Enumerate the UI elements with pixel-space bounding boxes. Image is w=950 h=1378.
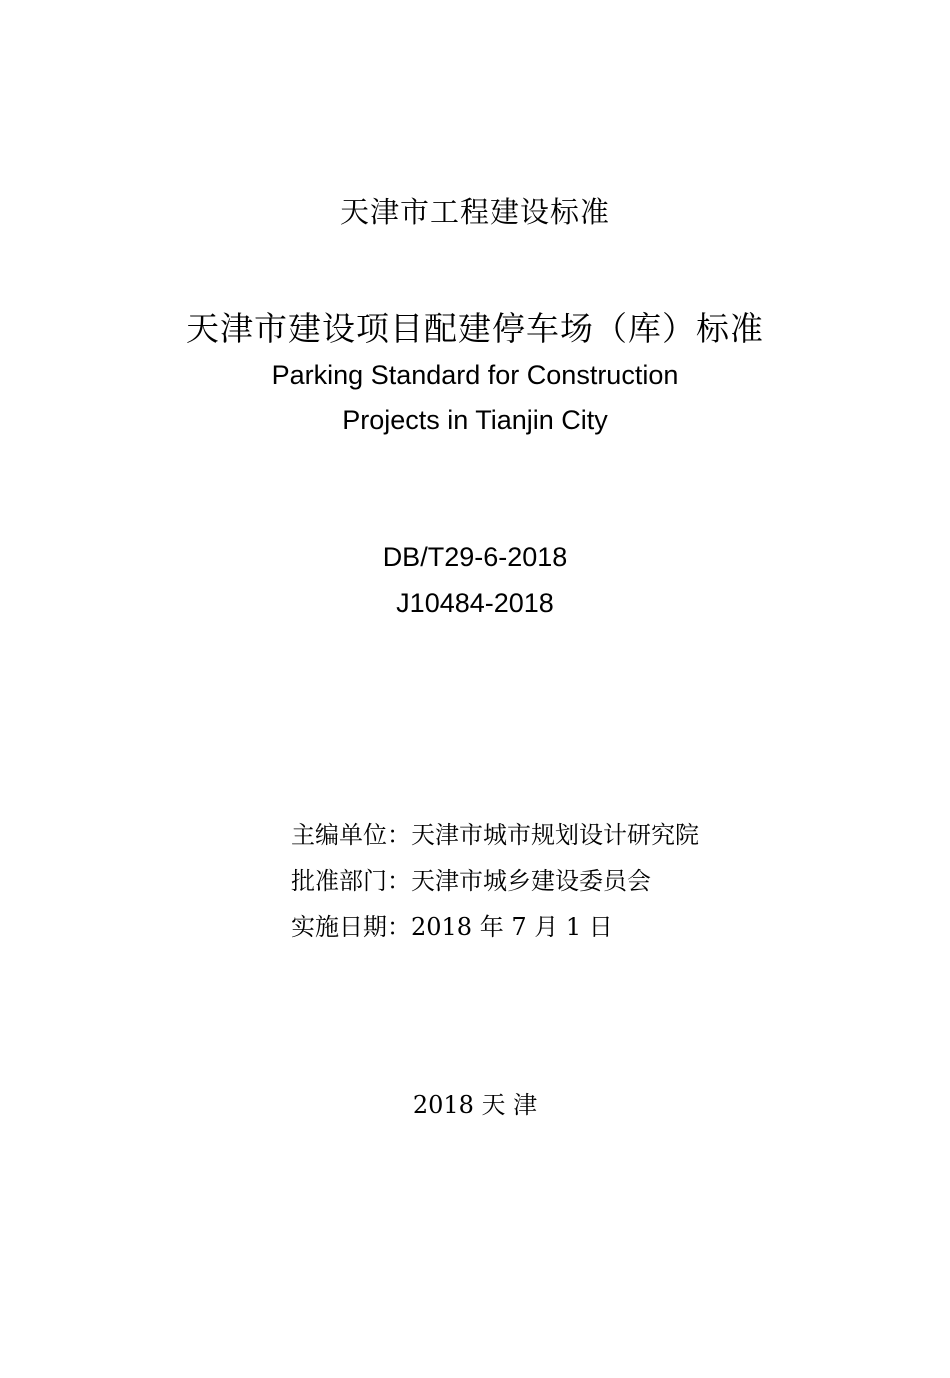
effective-date: 实施日期：2018 年 7 月 1 日 — [291, 913, 613, 941]
standard-code-db: DB/T29-6-2018 — [382, 542, 568, 572]
standard-title-english-line-2: Projects in Tianjin City — [342, 405, 608, 435]
approval-department: 批准部门：天津市城乡建设委员会 — [291, 867, 651, 895]
standard-code-j: J10484-2018 — [396, 588, 554, 618]
standard-series-title: 天津市工程建设标准 — [339, 195, 610, 229]
publication-year-place: 2018 天 津 — [412, 1091, 538, 1119]
publication-info-block — [291, 812, 699, 950]
chief-editor-unit: 主编单位：天津市城市规划设计研究院 — [291, 821, 699, 849]
standard-title-english-line-1: Parking Standard for Construction — [271, 360, 679, 390]
standard-title-chinese: 天津市建设项目配建停车场（库）标准 — [186, 309, 764, 348]
